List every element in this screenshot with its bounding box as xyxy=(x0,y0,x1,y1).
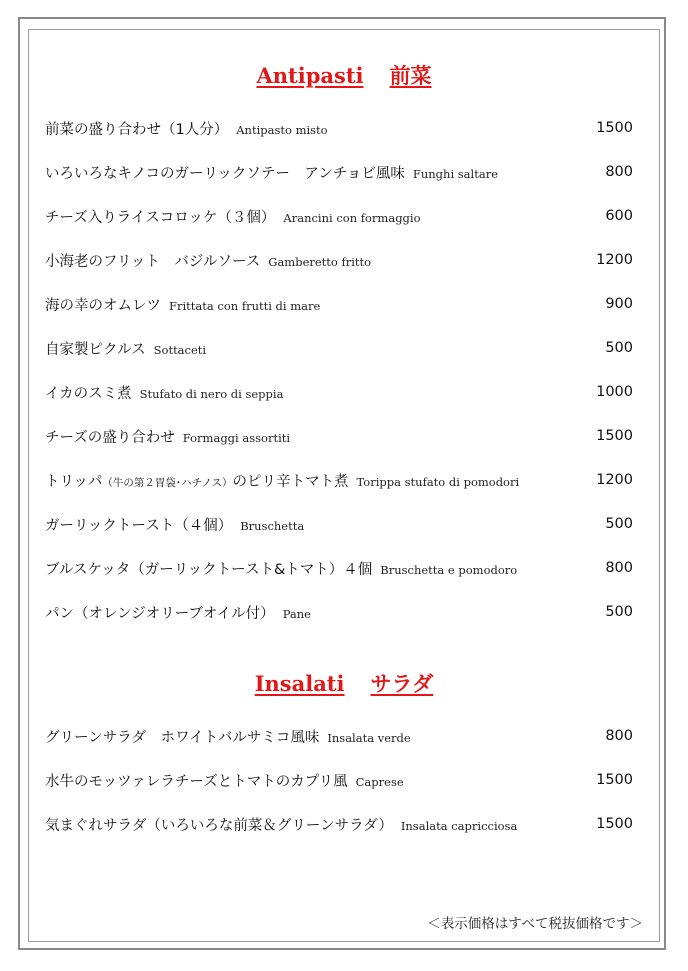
menu-item-japanese-name xyxy=(45,602,275,623)
menu-item-japanese-text: 気まぐれサラダ（いろいろな前菜＆グリーンサラダ） xyxy=(45,817,393,834)
menu-item-row xyxy=(45,467,633,493)
antipasti-title-italian: Antipasti xyxy=(256,63,364,88)
menu-item-price: 800 xyxy=(605,560,633,576)
insalati-title-italian: Insalati xyxy=(254,671,345,696)
menu-item-names xyxy=(45,382,283,403)
menu-item-japanese-name xyxy=(45,338,146,359)
tax-exclusive-price-note: ＜表示価格はすべて税抜価格です＞ xyxy=(427,916,643,932)
menu-item-japanese-name xyxy=(45,162,405,183)
menu-item-italian-name: Stufato di nero di seppia xyxy=(139,386,284,401)
menu-item-italian-name: Caprese xyxy=(355,774,404,789)
menu-item-japanese-name xyxy=(45,770,348,791)
menu-item-price: 1500 xyxy=(596,120,633,136)
menu-item-row xyxy=(45,767,633,793)
menu-item-names xyxy=(45,514,304,535)
antipasti-section-title xyxy=(0,60,688,90)
menu-item-japanese-name xyxy=(45,118,228,139)
menu-item-japanese-text: 自家製ピクルス xyxy=(45,341,146,358)
menu-item-price: 1500 xyxy=(596,772,633,788)
menu-item-italian-name: Pane xyxy=(282,606,311,621)
menu-item-italian-name: Antipasto misto xyxy=(236,122,328,137)
menu-item-names xyxy=(45,558,517,579)
menu-item-japanese-text: チーズの盛り合わせ xyxy=(45,429,175,446)
menu-item-italian-name: Formaggi assortiti xyxy=(182,430,291,445)
menu-item-japanese-text: ブルスケッタ（ガーリックトースト&トマト）４個 xyxy=(45,561,373,578)
insalati-title-japanese: サラダ xyxy=(370,672,434,696)
menu-item-japanese-text: パン（オレンジオリーブオイル付） xyxy=(45,605,275,622)
menu-item-row xyxy=(45,203,633,229)
menu-item-japanese-text: 小海老のフリット バジルソース xyxy=(45,253,261,270)
menu-item-italian-name: Gamberetto fritto xyxy=(268,254,372,269)
menu-item-row xyxy=(45,115,633,141)
menu-item-japanese-name xyxy=(45,294,161,315)
menu-item-italian-name: Insalata capricciosa xyxy=(400,818,518,833)
menu-item-row xyxy=(45,379,633,405)
menu-item-names xyxy=(45,294,320,315)
menu-item-japanese-name xyxy=(45,250,260,271)
menu-item-japanese-text: 前菜の盛り合わせ（1人分） xyxy=(45,121,229,138)
menu-item-japanese-name xyxy=(45,514,232,535)
menu-item-japanese-name xyxy=(45,382,132,403)
menu-item-price: 800 xyxy=(605,164,633,180)
menu-item-italian-name: Frittata con frutti di mare xyxy=(169,298,321,313)
menu-item-row xyxy=(45,599,633,625)
menu-item-japanese-name xyxy=(45,558,372,579)
menu-item-japanese-text: チーズ入りライスコロッケ（３個） xyxy=(45,209,276,226)
menu-item-japanese-name xyxy=(45,426,175,447)
menu-item-row xyxy=(45,811,633,837)
menu-item-italian-name: Funghi saltare xyxy=(412,166,499,181)
menu-item-price: 800 xyxy=(605,728,633,744)
menu-item-price: 1200 xyxy=(596,252,633,268)
menu-item-japanese-text: イカのスミ煮 xyxy=(45,385,132,402)
menu-item-italian-name: Torippa stufato di pomodori xyxy=(356,474,520,489)
menu-item-italian-name: Arancini con formaggio xyxy=(283,210,421,225)
menu-item-row xyxy=(45,291,633,317)
menu-item-price: 1500 xyxy=(596,816,633,832)
menu-item-italian-name: Sottaceti xyxy=(153,342,207,357)
menu-item-price: 900 xyxy=(605,296,633,312)
menu-item-names xyxy=(45,162,498,183)
menu-item-japanese-text: いろいろなキノコのガーリックソテー アンチョビ風味 xyxy=(45,165,405,182)
menu-item-row xyxy=(45,335,633,361)
menu-item-japanese-name xyxy=(45,814,393,835)
menu-item-row xyxy=(45,159,633,185)
menu-item-price: 500 xyxy=(605,516,633,532)
menu-item-names xyxy=(45,602,311,623)
menu-item-names xyxy=(45,206,421,227)
menu-item-row xyxy=(45,423,633,449)
menu-item-names xyxy=(45,338,206,359)
menu-item-price: 600 xyxy=(605,208,633,224)
menu-item-row xyxy=(45,247,633,273)
menu-item-italian-name: Insalata verde xyxy=(327,730,411,745)
menu-item-price: 1000 xyxy=(596,384,633,400)
menu-item-italian-name: Bruschetta xyxy=(240,518,305,533)
menu-item-japanese-name xyxy=(45,470,349,491)
menu-item-italian-name: Bruschetta e pomodoro xyxy=(380,562,518,577)
menu-item-japanese-text: 海の幸のオムレツ xyxy=(45,297,161,314)
menu-item-price: 1500 xyxy=(596,428,633,444)
menu-item-row xyxy=(45,723,633,749)
menu-item-japanese-text-suffix: のピリ辛トマト煮 xyxy=(232,473,349,490)
menu-item-row xyxy=(45,555,633,581)
menu-item-japanese-name xyxy=(45,726,319,747)
menu-item-japanese-text: グリーンサラダ ホワイトバルサミコ風味 xyxy=(45,729,320,746)
menu-item-names xyxy=(45,770,404,791)
menu-item-japanese-note: （牛の第２胃袋･ハチノス） xyxy=(102,476,233,489)
menu-item-names xyxy=(45,426,290,447)
menu-item-japanese-text: 水牛のモッツァレラチーズとトマトのカプリ風 xyxy=(45,773,348,790)
menu-item-price: 500 xyxy=(605,340,633,356)
menu-item-japanese-text: ガーリックトースト（４個） xyxy=(45,517,233,534)
menu-item-japanese-name xyxy=(45,206,275,227)
menu-item-names xyxy=(45,118,328,139)
insalati-section-title xyxy=(0,668,688,698)
antipasti-title-japanese: 前菜 xyxy=(389,64,432,88)
menu-item-japanese-text: トリッパ xyxy=(45,473,103,490)
menu-item-price: 500 xyxy=(605,604,633,620)
menu-item-names xyxy=(45,250,371,271)
menu-item-row xyxy=(45,511,633,537)
menu-item-names xyxy=(45,470,519,491)
menu-item-names xyxy=(45,726,411,747)
menu-item-price: 1200 xyxy=(596,472,633,488)
menu-item-names xyxy=(45,814,517,835)
